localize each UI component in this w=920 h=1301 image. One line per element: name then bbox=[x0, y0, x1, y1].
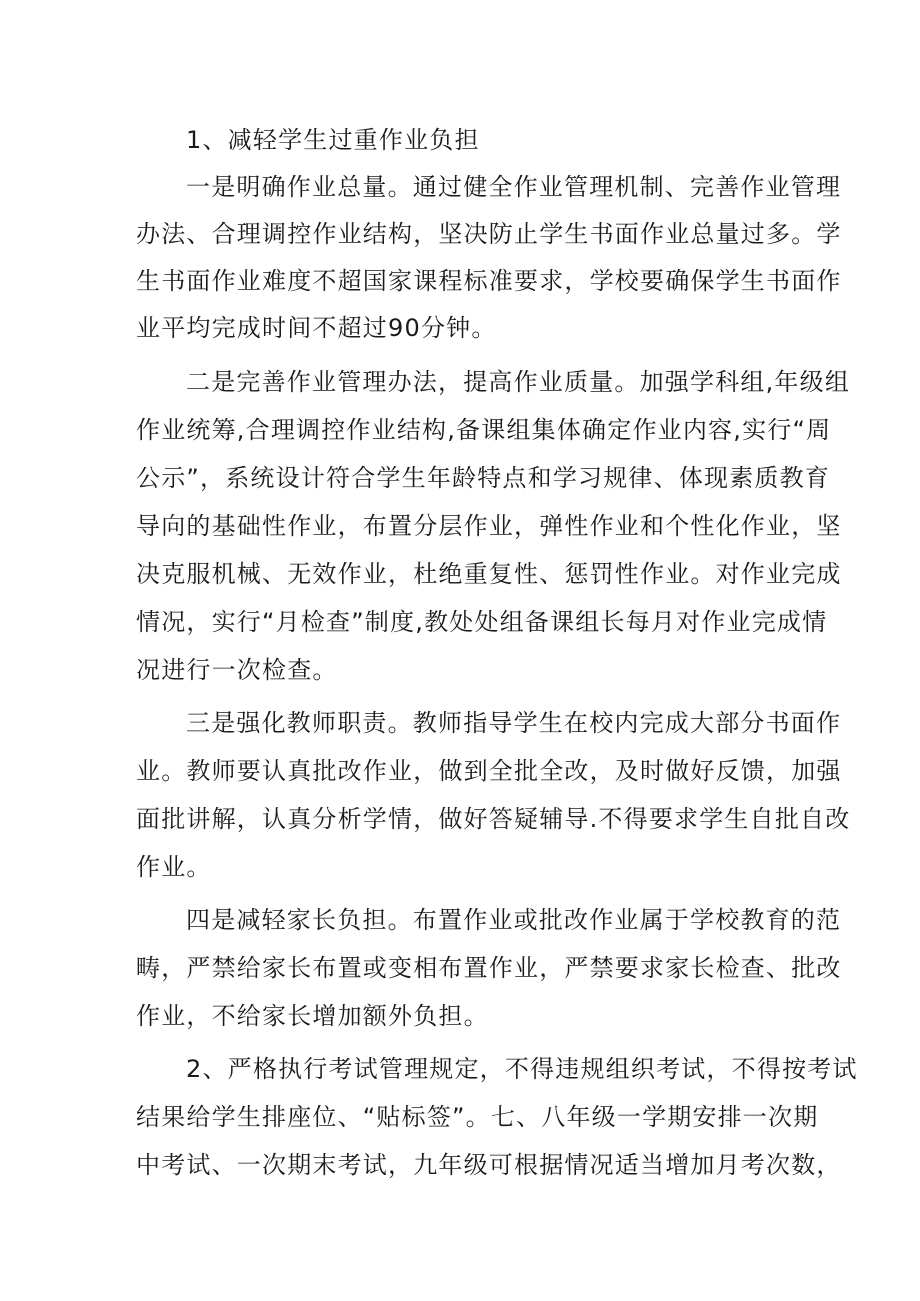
text-line: 生书面作业难度不超国家课程标准要求，学校要确保学生书面作 bbox=[136, 267, 842, 295]
text-line: 导向的基础性作业，布置分层作业，弹性作业和个性化作业，坚 bbox=[136, 512, 842, 540]
text-line: 一是明确作业总量。通过健全作业管理机制、完善作业管理 bbox=[186, 173, 842, 201]
text-line: 四是减轻家长负担。布置作业或批改作业属于学校教育的范 bbox=[186, 906, 842, 934]
text-line: 情况，实行“月检查”制度,教处处组备课组长每月对作业完成情 bbox=[136, 608, 828, 636]
text-line: 公示”，系统设计符合学生年龄特点和学习规律、体现素质教育 bbox=[136, 464, 831, 492]
text-line: 作业，不给家长增加额外负担。 bbox=[136, 1002, 489, 1030]
text-line: 中考试、一次期末考试，九年级可根据情况适当增加月考次数， bbox=[136, 1151, 842, 1179]
text-line: 决克服机械、无效作业，杜绝重复性、惩罚性作业。对作业完成 bbox=[136, 560, 842, 588]
text-line: 况进行一次检查。 bbox=[136, 656, 338, 684]
text-line: 业。教师要认真批改作业，做到全批全改，及时做好反馈，加强 bbox=[136, 757, 842, 785]
text-line: 作业统筹,合理调控作业结构,备课组集体确定作业内容,实行“周 bbox=[136, 416, 832, 444]
section-heading: 1、减轻学生过重作业负担 bbox=[186, 126, 480, 154]
text-line: 作业。 bbox=[136, 853, 212, 881]
text-line: 业平均完成时间不超过90分钟。 bbox=[136, 314, 497, 342]
text-line: 畴，严禁给家长布置或变相布置作业，严禁要求家长检查、批改 bbox=[136, 954, 842, 982]
text-line: 办法、合理调控作业结构，坚决防止学生书面作业总量过多。学 bbox=[136, 220, 842, 248]
text-line: 二是完善作业管理办法，提高作业质量。加强学科组,年级组 bbox=[186, 368, 851, 396]
text-line: 结果给学生排座位、“贴标签”。七、八年级一学期安排一次期 bbox=[136, 1103, 819, 1131]
text-line: 2、严格执行考试管理规定，不得违规组织考试，不得按考试 bbox=[186, 1055, 858, 1083]
text-line: 面批讲解，认真分析学情，做好答疑辅导.不得要求学生自批自改 bbox=[136, 805, 851, 833]
text-line: 三是强化教师职责。教师指导学生在校内完成大部分书面作 bbox=[186, 709, 842, 737]
